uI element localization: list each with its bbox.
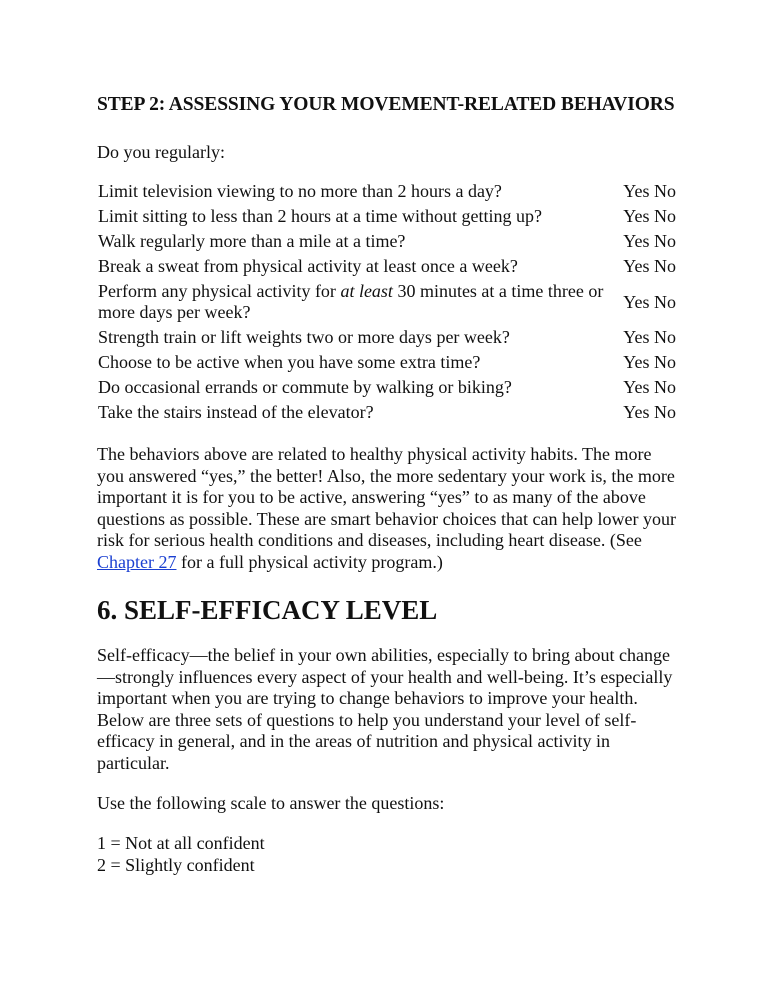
scale-intro: Use the following scale to answer the questions: — [97, 793, 445, 813]
no-option: No — [654, 206, 676, 226]
yes-no-options — [619, 400, 676, 425]
list-item: 2 = Slightly confident — [97, 855, 255, 875]
summary-text-start: The behaviors above are related to healthy physical activity habits. The more you answered “yes,” the better! Also, the more sedentary your work is, the more important it is for you to be active, answering “yes” to as many of the above questions as possible. These are smart behavior choices that can help lower your risk for serious health conditions and diseases, including heart disease. (See — [97, 444, 676, 550]
question-text — [98, 279, 619, 325]
questions-intro: Do you regularly: — [97, 142, 225, 162]
question-text: Walk regularly more than a mile at a time? — [98, 231, 406, 251]
summary-text-end: for a full physical activity program.) — [176, 551, 443, 572]
section-heading: 6. SELF-EFFICACY LEVEL — [97, 595, 438, 625]
no-option: No — [654, 181, 676, 201]
step-heading: STEP 2: ASSESSING YOUR MOVEMENT-RELATED BEHAVIORS — [97, 94, 675, 115]
chapter-27-link[interactable]: Chapter 27 — [97, 551, 177, 572]
table-row — [98, 229, 676, 254]
table-row — [98, 279, 676, 325]
yes-option: Yes — [623, 291, 650, 312]
yes-no-options — [619, 254, 676, 279]
table-row — [98, 254, 676, 279]
summary-paragraph — [97, 444, 677, 573]
yes-option: Yes — [623, 206, 650, 226]
question-text: Limit sitting to less than 2 hours at a time without getting up? — [98, 206, 542, 226]
yes-option: Yes — [623, 327, 650, 347]
yes-no-options — [619, 279, 676, 325]
yes-option: Yes — [623, 377, 650, 397]
no-option: No — [654, 327, 676, 347]
question-text: Limit television viewing to no more than 2 hours a day? — [98, 181, 502, 201]
no-option: No — [654, 291, 676, 312]
questions-table — [98, 179, 676, 425]
no-option: No — [654, 352, 676, 372]
table-row — [98, 179, 676, 204]
table-row — [98, 350, 676, 375]
question-text-end: 30 minutes at a time three or more days per week? — [98, 281, 604, 322]
table-row — [98, 400, 676, 425]
question-emphasis: at least — [340, 281, 393, 301]
scale-list — [97, 832, 677, 876]
no-option: No — [654, 402, 676, 422]
question-text: Take the stairs instead of the elevator? — [98, 402, 374, 422]
yes-option: Yes — [623, 352, 650, 372]
list-item: 1 = Not at all confident — [97, 833, 265, 853]
no-option: No — [654, 231, 676, 251]
yes-option: Yes — [623, 231, 650, 251]
table-row — [98, 204, 676, 229]
question-text: Break a sweat from physical activity at least once a week? — [98, 256, 518, 276]
no-option: No — [654, 256, 676, 276]
yes-no-options — [619, 204, 676, 229]
table-row — [98, 375, 676, 400]
table-row — [98, 325, 676, 350]
question-text-start: Perform any physical activity for — [98, 281, 341, 301]
yes-no-options — [619, 350, 676, 375]
yes-no-options — [619, 375, 676, 400]
question-text: Strength train or lift weights two or more days per week? — [98, 327, 510, 347]
yes-no-options — [619, 179, 676, 204]
yes-no-options — [619, 325, 676, 350]
self-efficacy-paragraph: Self-efficacy—the belief in your own abilities, especially to bring about change—strongly influences every aspect of your health and well-being. It’s especially important when you are trying to change behaviors to improve your health. Below are three sets of questions to help you understand your level of self-efficacy in general, and in the areas of nutrition and physical activity in particular. — [97, 645, 673, 773]
yes-option: Yes — [623, 181, 650, 201]
no-option: No — [654, 377, 676, 397]
yes-option: Yes — [623, 256, 650, 276]
document-page — [97, 92, 677, 876]
yes-option: Yes — [623, 402, 650, 422]
yes-no-options — [619, 229, 676, 254]
question-text: Choose to be active when you have some extra time? — [98, 352, 481, 372]
question-text: Do occasional errands or commute by walking or biking? — [98, 377, 512, 397]
